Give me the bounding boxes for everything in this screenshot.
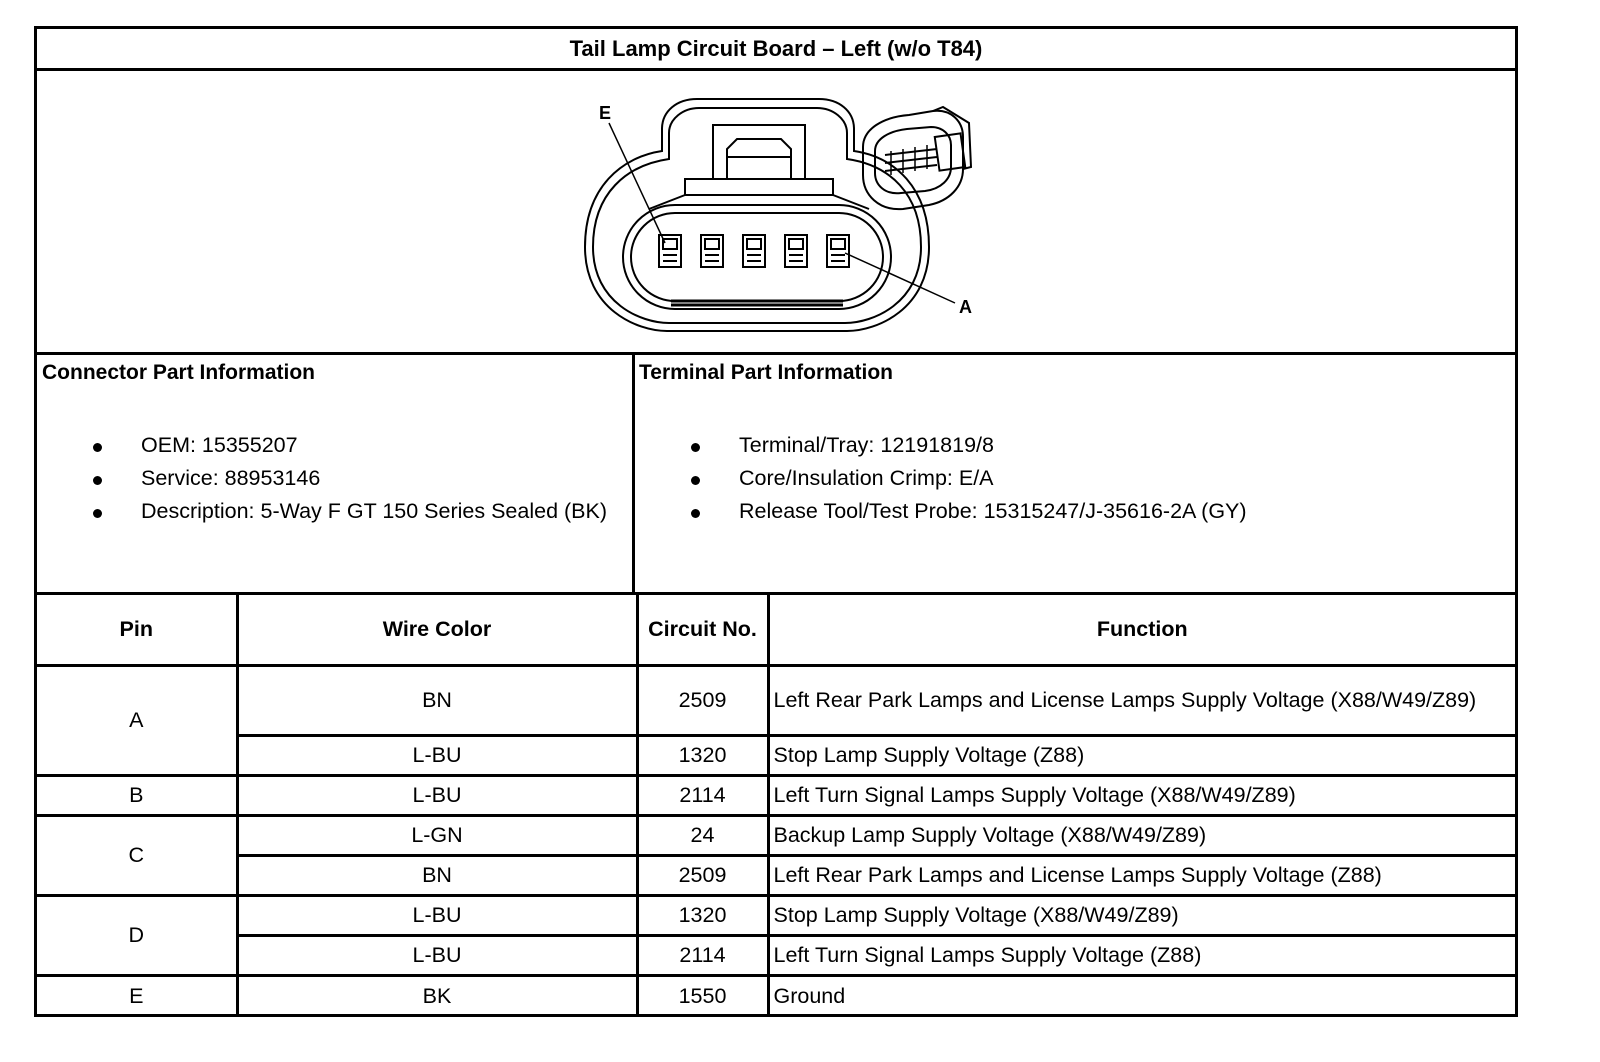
wire-color-cell: BN bbox=[237, 855, 637, 895]
bullet-icon bbox=[93, 476, 102, 485]
list-item: Release Tool/Test Probe: 15315247/J-35616-2A (GY) bbox=[635, 495, 1479, 528]
terminal-info-list bbox=[635, 429, 1479, 528]
list-item: Terminal/Tray: 12191819/8 bbox=[635, 429, 1479, 462]
header-circuit-no: Circuit No. bbox=[637, 595, 768, 665]
wire-color-cell: L-BU bbox=[237, 935, 637, 975]
header-function: Function bbox=[768, 595, 1515, 665]
circuit-cell: 1320 bbox=[637, 895, 768, 935]
circuit-cell: 1550 bbox=[637, 975, 768, 1015]
connector-part-info bbox=[37, 355, 635, 592]
connector-info-heading: Connector Part Information bbox=[42, 361, 316, 384]
sheet-title bbox=[37, 29, 1515, 71]
terminal-part-info bbox=[635, 355, 1515, 592]
pin-a-label: A bbox=[959, 297, 972, 317]
table-row bbox=[37, 665, 1515, 735]
terminal-cavities bbox=[659, 235, 849, 267]
table-row bbox=[37, 735, 1515, 775]
terminal-info-heading: Terminal Part Information bbox=[639, 361, 893, 384]
bullet-icon bbox=[93, 443, 102, 452]
circuit-cell: 1320 bbox=[637, 735, 768, 775]
wire-color-cell: BN bbox=[237, 665, 637, 735]
connector-info-list bbox=[37, 429, 621, 525]
circuit-cell: 2509 bbox=[637, 855, 768, 895]
function-cell: Left Rear Park Lamps and License Lamps Supply Voltage (X88/W49/Z89) bbox=[768, 665, 1515, 735]
function-cell: Left Turn Signal Lamps Supply Voltage (Z88) bbox=[768, 935, 1515, 975]
bullet-icon bbox=[691, 476, 700, 485]
part-info-row bbox=[37, 355, 1515, 595]
pin-cell: D bbox=[37, 895, 237, 975]
table-row bbox=[37, 775, 1515, 815]
wire-color-cell: L-GN bbox=[237, 815, 637, 855]
function-cell: Stop Lamp Supply Voltage (Z88) bbox=[768, 735, 1515, 775]
function-cell: Left Turn Signal Lamps Supply Voltage (X88/W49/Z89) bbox=[768, 775, 1515, 815]
table-header-row bbox=[37, 595, 1515, 665]
circuit-cell: 24 bbox=[637, 815, 768, 855]
pinout-table bbox=[37, 595, 1515, 1015]
wire-color-cell: BK bbox=[237, 975, 637, 1015]
table-row bbox=[37, 895, 1515, 935]
wire-color-cell: L-BU bbox=[237, 735, 637, 775]
list-item: Core/Insulation Crimp: E/A bbox=[635, 462, 1479, 495]
table-row bbox=[37, 815, 1515, 855]
wire-color-cell: L-BU bbox=[237, 775, 637, 815]
function-cell: Stop Lamp Supply Voltage (X88/W49/Z89) bbox=[768, 895, 1515, 935]
connector-face-drawing bbox=[37, 71, 1515, 352]
pin-cell: B bbox=[37, 775, 237, 815]
function-cell: Ground bbox=[768, 975, 1515, 1015]
wire-color-cell: L-BU bbox=[237, 895, 637, 935]
sheet-title-text: Tail Lamp Circuit Board – Left (w/o T84) bbox=[569, 35, 983, 61]
bullet-icon bbox=[691, 443, 700, 452]
connector-sheet bbox=[34, 26, 1518, 1017]
circuit-cell: 2114 bbox=[637, 775, 768, 815]
list-item: Description: 5-Way F GT 150 Series Sealed (BK) bbox=[37, 495, 621, 525]
bullet-icon bbox=[691, 509, 700, 518]
header-pin: Pin bbox=[37, 595, 237, 665]
circuit-cell: 2114 bbox=[637, 935, 768, 975]
table-row bbox=[37, 855, 1515, 895]
pin-cell: E bbox=[37, 975, 237, 1015]
table-row bbox=[37, 975, 1515, 1015]
connector-cavity bbox=[623, 205, 891, 309]
connector-diagram-panel bbox=[37, 71, 1515, 355]
function-cell: Backup Lamp Supply Voltage (X88/W49/Z89) bbox=[768, 815, 1515, 855]
table-row bbox=[37, 935, 1515, 975]
header-wire-color: Wire Color bbox=[237, 595, 637, 665]
list-item: Service: 88953146 bbox=[37, 462, 621, 495]
list-item: OEM: 15355207 bbox=[37, 429, 621, 462]
connector-outer-shell bbox=[585, 99, 929, 331]
pin-cell: A bbox=[37, 665, 237, 775]
function-cell: Left Rear Park Lamps and License Lamps Supply Voltage (Z88) bbox=[768, 855, 1515, 895]
pin-cell: C bbox=[37, 815, 237, 895]
pin-e-label: E bbox=[599, 103, 612, 123]
circuit-cell: 2509 bbox=[637, 665, 768, 735]
bullet-icon bbox=[93, 509, 102, 518]
